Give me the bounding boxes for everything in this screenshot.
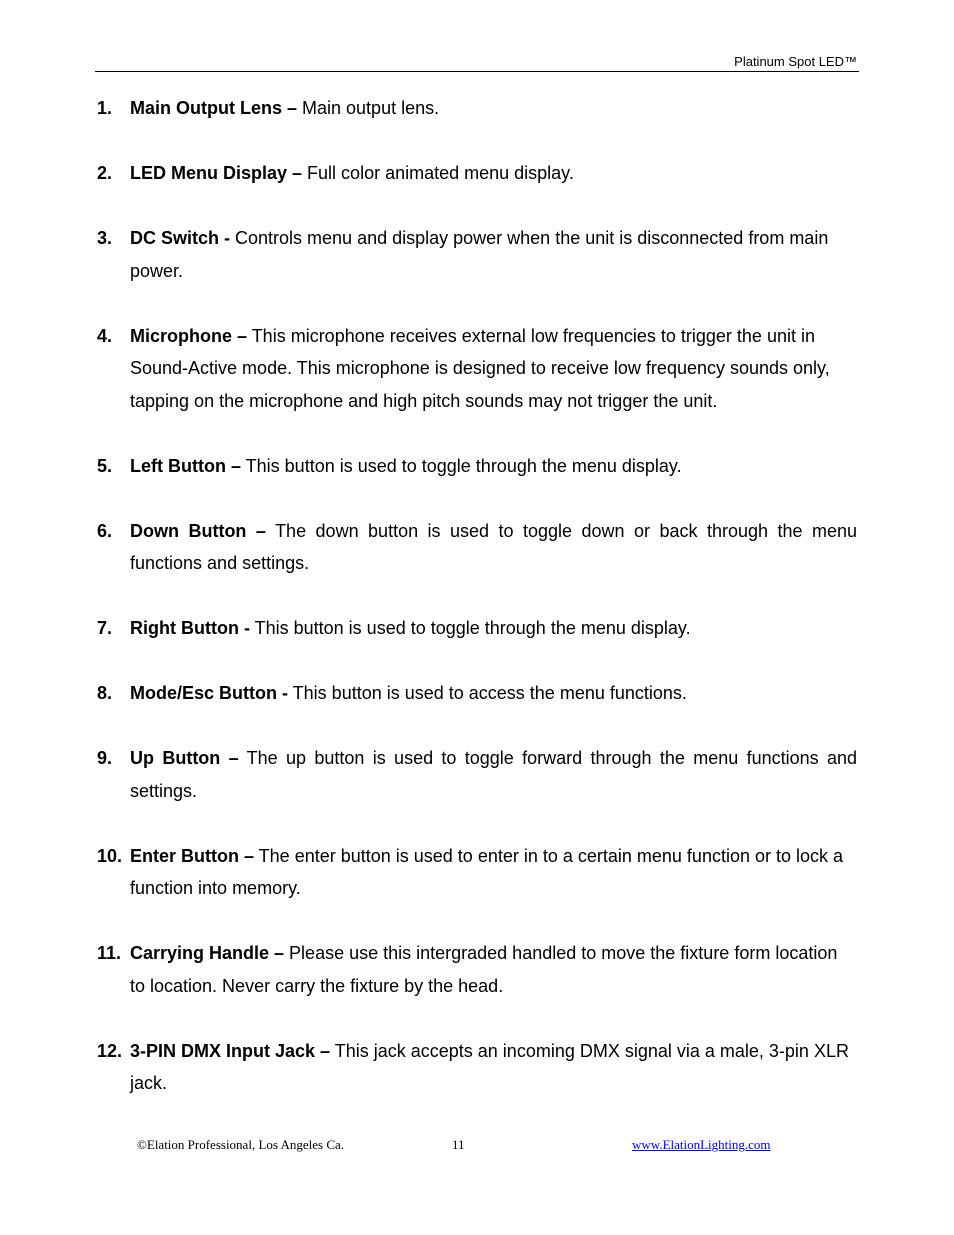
item-number: 7. xyxy=(97,618,113,638)
item-number: 11. xyxy=(97,943,122,963)
list-item xyxy=(97,937,857,1002)
item-term: Mode/Esc Button - xyxy=(130,683,288,703)
item-description: This button is used to toggle through the menu display. xyxy=(249,618,691,638)
item-description: The up button is used to toggle forward through the menu functions and settings. xyxy=(130,748,857,801)
item-description: Full color animated menu display. xyxy=(302,163,574,183)
footer-copyright: ©Elation Professional, Los Angeles Ca. xyxy=(137,1137,345,1152)
item-term: DC Switch - xyxy=(130,228,231,248)
list-item xyxy=(97,1035,857,1100)
website-link[interactable]: www.ElationLighting.com xyxy=(632,1137,771,1152)
list-item xyxy=(97,450,857,483)
page-number: 11 xyxy=(452,1137,465,1152)
item-number: 9. xyxy=(97,748,113,768)
list-item xyxy=(97,222,857,287)
list-item xyxy=(97,515,857,580)
item-description: This button is used to access the menu functions. xyxy=(288,683,687,703)
item-number: 5. xyxy=(97,455,113,476)
item-number: 4. xyxy=(97,325,113,346)
header-divider xyxy=(95,71,859,72)
list-item xyxy=(97,92,857,125)
item-number: 8. xyxy=(97,683,113,703)
item-description: The enter button is used to enter in to a certain menu function or to lock a function into memory. xyxy=(130,845,844,898)
list-item xyxy=(97,320,857,418)
item-number: 3. xyxy=(97,228,113,248)
item-description: This jack accepts an incoming DMX signal via a male, 3-pin XLR jack. xyxy=(130,1040,849,1093)
item-description: This microphone receives external low frequencies to trigger the unit in Sound-Active mode. This microphone is designed to receive low frequency sounds only, tapping on the microphone and high pitch sounds may not trigger the unit. xyxy=(130,325,830,411)
list-item xyxy=(97,157,857,190)
item-term: 3-PIN DMX Input Jack – xyxy=(130,1040,331,1061)
running-header: Platinum Spot LED™ xyxy=(734,54,857,69)
item-number: 12. xyxy=(97,1040,123,1061)
item-description: Main output lens. xyxy=(297,98,440,118)
component-list xyxy=(97,92,857,1132)
item-term: Enter Button – xyxy=(130,845,254,866)
item-description: Controls menu and display power when the unit is disconnected from main power. xyxy=(130,228,829,281)
item-description: Please use this intergraded handled to move the fixture form location to location. Never carry the fixture by the head. xyxy=(130,943,838,996)
item-term: Down Button – xyxy=(130,520,266,541)
item-term: Microphone – xyxy=(130,325,248,346)
list-item xyxy=(97,677,857,710)
item-description: The down button is used to toggle down or back through the menu functions and settings. xyxy=(130,520,857,573)
item-description: This button is used to toggle through the menu display. xyxy=(240,455,682,476)
item-term: LED Menu Display – xyxy=(130,163,303,183)
item-number: 2. xyxy=(97,163,113,183)
item-term: Main Output Lens – xyxy=(130,98,298,118)
item-number: 6. xyxy=(97,520,113,541)
item-term: Right Button - xyxy=(130,618,250,638)
list-item xyxy=(97,742,857,807)
item-term: Up Button – xyxy=(130,748,239,768)
list-item xyxy=(97,840,857,905)
list-item xyxy=(97,612,857,645)
item-number: 10. xyxy=(97,845,123,866)
item-term: Left Button – xyxy=(130,455,241,476)
item-number: 1. xyxy=(97,98,113,118)
item-term: Carrying Handle – xyxy=(130,943,285,963)
